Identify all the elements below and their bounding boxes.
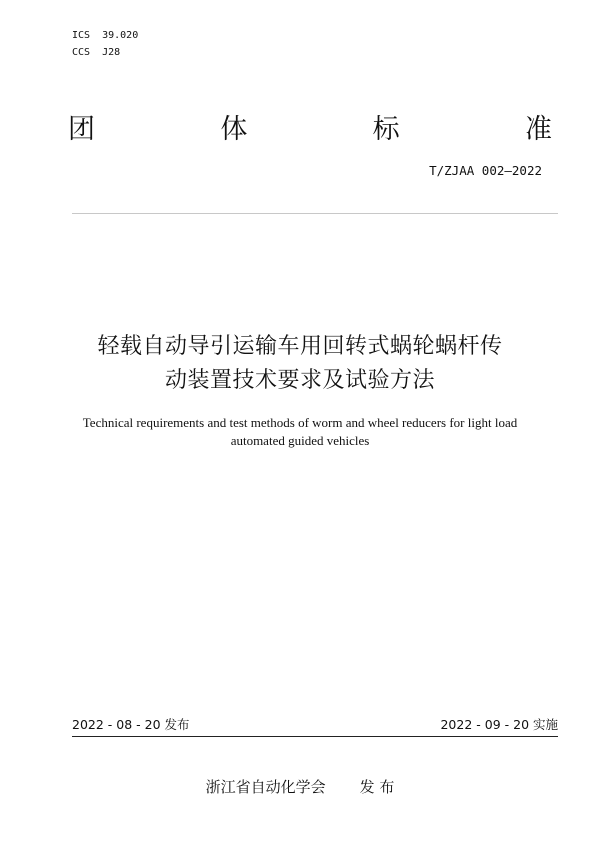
date-row <box>72 716 558 734</box>
standard-type-char-1: 团 <box>68 114 95 145</box>
standard-number: T/ZJAA 002—2022 <box>429 163 542 178</box>
english-title-line-2: automated guided vehicles <box>230 433 370 448</box>
standard-type-char-4: 准 <box>524 114 552 145</box>
publisher-action: 发 布 <box>359 778 395 796</box>
chinese-title-line-2: 动装置技术要求及试验方法 <box>164 368 435 393</box>
implement-date: 2022 - 09 - 20 实施 <box>440 717 558 732</box>
chinese-title <box>40 330 560 398</box>
publisher-name: 浙江省自动化学会 <box>205 778 326 796</box>
standard-type-heading <box>68 112 552 148</box>
ics-code: ICS 39.020 <box>72 30 139 41</box>
footer-divider <box>72 736 558 737</box>
english-title-line-1: Technical requirements and test methods of worm and wheel reducers for light load <box>82 415 518 430</box>
standard-type-char-2: 体 <box>220 114 248 145</box>
english-title <box>40 414 560 450</box>
publisher-line <box>0 776 600 798</box>
ccs-code: CCS J28 <box>72 47 121 58</box>
publish-date: 2022 - 08 - 20 发布 <box>72 717 190 732</box>
header-divider <box>72 213 558 214</box>
standard-type-char-3: 标 <box>372 114 400 145</box>
chinese-title-line-1: 轻载自动导引运输车用回转式蜗轮蜗杆传 <box>97 334 503 359</box>
classification-codes <box>72 27 138 61</box>
